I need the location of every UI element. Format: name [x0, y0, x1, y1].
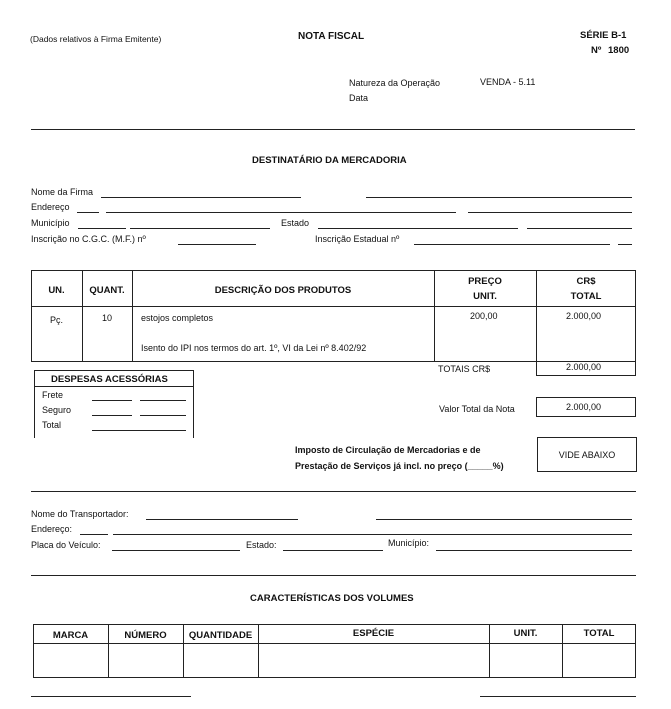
transportador-estado-field[interactable] [283, 550, 383, 551]
issuer-note: (Dados relativos à Firma Emitente) [30, 34, 162, 44]
volumes-divider-top [31, 575, 636, 576]
numero-value: 1800 [608, 45, 630, 56]
inscricao-estadual-field[interactable] [414, 244, 610, 245]
header-crs: CR$ [576, 276, 596, 287]
footer-line-right [480, 696, 636, 697]
natureza-label: Natureza da Operação [349, 78, 441, 88]
document-title: NOTA FISCAL [298, 31, 365, 42]
transportador-estado-label: Estado: [246, 540, 277, 550]
header-unit: UNIT. [473, 291, 497, 302]
destinatario-title: DESTINATÁRIO DA MERCADORIA [252, 155, 407, 166]
transportador-nome-field[interactable] [146, 519, 298, 520]
frete-field-2[interactable] [140, 400, 186, 401]
endereco-field-3[interactable] [468, 212, 632, 213]
header-quant: QUANT. [89, 285, 125, 296]
total-despesas-label: Total [42, 420, 62, 430]
seguro-label: Seguro [42, 405, 72, 415]
despesas-title: DESPESAS ACESSÓRIAS [51, 374, 168, 385]
transportador-municipio-label: Município: [388, 538, 430, 548]
icms-box-text: VIDE ABAIXO [558, 450, 616, 460]
row-total: 2.000,00 [566, 311, 602, 321]
header-un: UN. [48, 285, 65, 296]
vol-header-marca: MARCA [52, 630, 89, 641]
volumes-header-divider [33, 643, 636, 644]
cgc-field[interactable] [178, 244, 256, 245]
header-preco: PREÇO [468, 276, 502, 287]
header-divider [31, 129, 635, 130]
transportador-nome-field-2[interactable] [376, 519, 632, 520]
volumes-title: CARACTERÍSTICAS DOS VOLUMES [250, 593, 414, 604]
serie-label: SÉRIE B-1 [580, 30, 627, 41]
row-descricao: estojos completos [141, 313, 214, 323]
row-un: Pç. [49, 315, 63, 325]
footer-line-left [31, 696, 191, 697]
placa-field[interactable] [112, 550, 240, 551]
transportador-endereco-field[interactable] [80, 534, 108, 535]
municipio-label: Município [31, 218, 70, 228]
icms-line2: Prestação de Serviços já incl. no preço (_____%) [295, 461, 504, 471]
estado-field[interactable] [318, 228, 518, 229]
vol-header-unit: UNIT. [513, 628, 538, 639]
inscricao-estadual-field-2[interactable] [618, 244, 632, 245]
municipio-field-2[interactable] [130, 228, 270, 229]
seguro-field-2[interactable] [140, 415, 186, 416]
nome-firma-field-2[interactable] [366, 197, 632, 198]
cgc-label: Inscrição no C.G.C. (M.F.) nº [31, 234, 146, 244]
data-label: Data [349, 93, 369, 103]
nome-firma-field[interactable] [101, 197, 301, 198]
seguro-field[interactable] [92, 415, 132, 416]
total-despesas-field[interactable] [92, 430, 186, 431]
valor-total-label: Valor Total da Nota [439, 404, 515, 414]
endereco-label: Endereço [31, 202, 70, 212]
vol-header-especie: ESPÉCIE [352, 628, 395, 639]
vol-header-total: TOTAL [583, 628, 615, 639]
transportador-endereco-label: Endereço: [31, 524, 73, 534]
estado-field-2[interactable] [527, 228, 632, 229]
vol-header-quantidade: QUANTIDADE [188, 630, 253, 641]
valor-total-value: 2.000,00 [566, 402, 602, 412]
row-preco: 200,00 [470, 311, 498, 321]
icms-line1: Imposto de Circulação de Mercadorias e de [295, 445, 481, 455]
transportador-endereco-field-2[interactable] [113, 534, 632, 535]
row-quant: 10 [101, 313, 112, 323]
transportador-divider-top [31, 491, 636, 492]
nome-firma-label: Nome da Firma [31, 187, 94, 197]
totais-value: 2.000,00 [566, 362, 602, 372]
header-descricao: DESCRIÇÃO DOS PRODUTOS [214, 285, 352, 296]
despesas-title-divider [34, 386, 194, 387]
natureza-value: VENDA - 5.11 [480, 77, 536, 87]
endereco-field-2[interactable] [106, 212, 456, 213]
estado-label: Estado [281, 218, 310, 228]
frete-field[interactable] [92, 400, 132, 401]
inscricao-estadual-label: Inscrição Estadual nº [315, 234, 400, 244]
transportador-nome-label: Nome do Transportador: [31, 509, 129, 519]
col-divider-quant [132, 270, 133, 362]
numero-label: Nº [591, 45, 602, 56]
endereco-field[interactable] [77, 212, 99, 213]
frete-label: Frete [42, 390, 64, 400]
municipio-field[interactable] [78, 228, 126, 229]
isencao-note: Isento do IPI nos termos do art. 1º, VI da Lei nº 8.402/92 [141, 343, 367, 353]
transportador-municipio-field[interactable] [436, 550, 632, 551]
products-header-divider [31, 306, 636, 307]
vol-header-numero: NÚMERO [124, 630, 167, 641]
totais-label: TOTAIS CR$ [438, 364, 491, 374]
header-total: TOTAL [570, 291, 602, 302]
placa-label: Placa do Veículo: [31, 540, 101, 550]
